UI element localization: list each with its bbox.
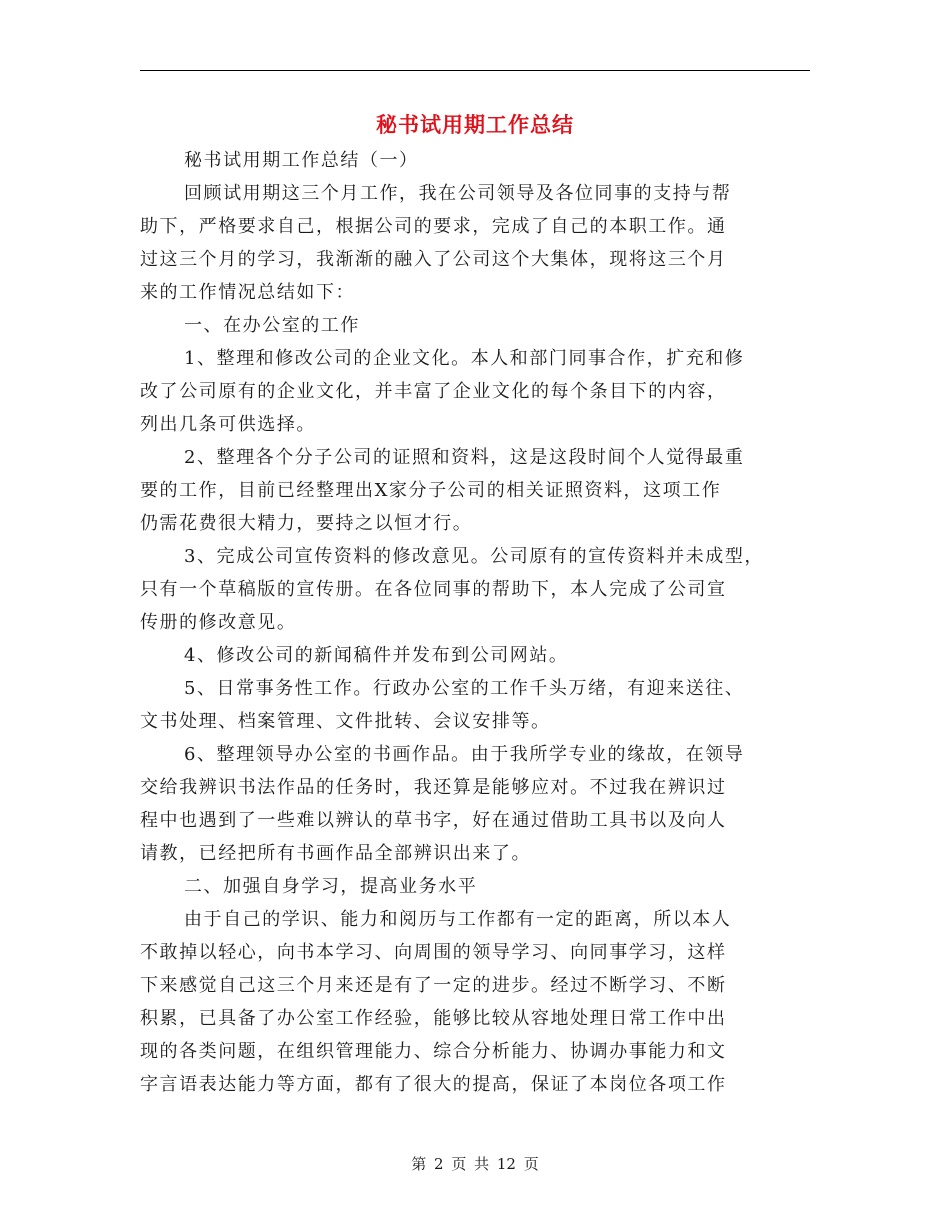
text-line: 程中也遇到了一些难以辨认的草书字，好在通过借助工具书以及向人 [140, 810, 727, 831]
text-line: 6、整理领导办公室的书画作品。由于我所学专业的缘故，在领导 [184, 744, 745, 765]
text-line: 字言语表达能力等方面，都有了很大的提高，保证了本岗位各项工作 [140, 1074, 727, 1095]
text-line: 下来感觉自己这三个月来还是有了一定的进步。经过不断学习、不断 [140, 975, 727, 996]
section-heading: 二、加强自身学习，提高业务水平 [184, 876, 478, 897]
text-line: 1、整理和修改公司的企业文化。本人和部门同事合作，扩充和修 [184, 348, 745, 369]
header-rule [140, 70, 810, 71]
text-line: 5、日常事务性工作。行政办公室的工作千头万绪，有迎来送往、 [184, 678, 745, 699]
text-line: 现的各类问题，在组织管理能力、综合分析能力、协调办事能力和文 [140, 1041, 727, 1062]
section-heading: 一、在办公室的工作 [184, 315, 360, 336]
text-line: 积累，已具备了办公室工作经验，能够比较从容地处理日常工作中出 [140, 1008, 727, 1029]
text-line: 来的工作情况总结如下： [140, 282, 356, 303]
document-title: 秘书试用期工作总结 [376, 113, 574, 137]
text-line: 列出几条可供选择。 [140, 414, 316, 435]
text-line: 文书处理、档案管理、文件批转、会议安排等。 [140, 711, 551, 732]
text-line: 2、整理各个分子公司的证照和资料，这是这段时间个人觉得最重 [184, 447, 745, 468]
document-body [140, 144, 800, 1101]
text-line: 请教，已经把所有书画作品全部辨识出来了。 [140, 843, 531, 864]
text-line: 助下，严格要求自己，根据公司的要求，完成了自己的本职工作。通 [140, 216, 727, 237]
page-number-footer: 第 2 页 共 12 页 [411, 1155, 539, 1173]
text-line: 秘书试用期工作总结（一） [184, 150, 419, 171]
text-line: 交给我辨识书法作品的任务时，我还算是能够应对。不过我在辨识过 [140, 777, 727, 798]
text-line: 不敢掉以轻心，向书本学习、向周围的领导学习、向同事学习，这样 [140, 942, 727, 963]
text-line: 4、修改公司的新闻稿件并发布到公司网站。 [184, 645, 569, 666]
text-line: 过这三个月的学习，我渐渐的融入了公司这个大集体，现将这三个月 [140, 249, 727, 270]
text-line: 要的工作，目前已经整理出X家分子公司的相关证照资料，这项工作 [140, 480, 722, 501]
text-line: 回顾试用期这三个月工作，我在公司领导及各位同事的支持与帮 [184, 183, 732, 204]
text-line: 由于自己的学识、能力和阅历与工作都有一定的距离，所以本人 [184, 909, 732, 930]
text-line: 仍需花费很大精力，要持之以恒才行。 [140, 513, 473, 534]
text-line: 传册的修改意见。 [140, 612, 297, 633]
text-line: 改了公司原有的企业文化，并丰富了企业文化的每个条目下的内容， [140, 381, 727, 402]
text-line: 只有一个草稿版的宣传册。在各位同事的帮助下，本人完成了公司宣 [140, 579, 727, 600]
text-line: 3、完成公司宣传资料的修改意见。公司原有的宣传资料并未成型， [184, 546, 764, 567]
